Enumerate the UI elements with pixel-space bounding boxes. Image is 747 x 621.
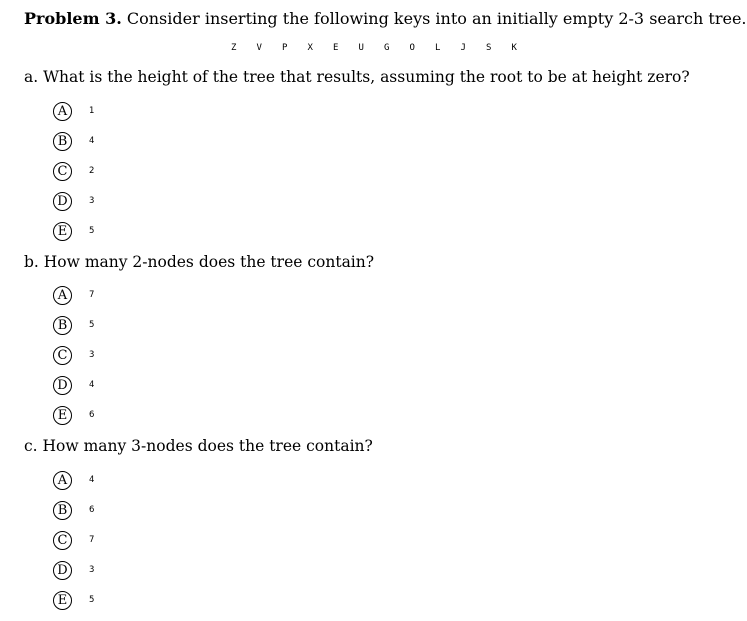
option-value: 5 bbox=[89, 226, 95, 236]
option-value: 4 bbox=[89, 380, 95, 390]
option-value: 1 bbox=[89, 106, 95, 116]
option-bubble[interactable]: D bbox=[53, 376, 72, 395]
problem-heading bbox=[24, 9, 747, 29]
question-a-option-b[interactable] bbox=[53, 130, 94, 152]
question-b-option-a[interactable] bbox=[53, 284, 94, 306]
key: K bbox=[511, 43, 517, 53]
option-value: 6 bbox=[89, 505, 95, 515]
option-value: 4 bbox=[89, 475, 95, 485]
problem-label: Problem 3. bbox=[24, 9, 122, 28]
key: S bbox=[486, 43, 492, 53]
option-value: 5 bbox=[89, 595, 95, 605]
question-a-option-a[interactable] bbox=[53, 100, 94, 122]
question-a-option-c[interactable] bbox=[53, 160, 94, 182]
option-value: 5 bbox=[89, 320, 95, 330]
question-b-option-c[interactable] bbox=[53, 344, 94, 366]
question-c-option-b[interactable] bbox=[53, 499, 94, 521]
key: O bbox=[409, 43, 415, 53]
key: L bbox=[435, 43, 441, 53]
option-bubble[interactable]: C bbox=[53, 531, 72, 550]
question-c-option-a[interactable] bbox=[53, 469, 94, 491]
option-value: 7 bbox=[89, 535, 95, 545]
option-bubble[interactable]: D bbox=[53, 192, 72, 211]
question-b-text: b. How many 2-nodes does the tree contain? bbox=[24, 253, 375, 271]
option-bubble[interactable]: C bbox=[53, 162, 72, 181]
question-c-text: c. How many 3-nodes does the tree contain? bbox=[24, 437, 373, 455]
key: V bbox=[256, 43, 262, 53]
question-b-option-e[interactable] bbox=[53, 404, 94, 426]
option-bubble[interactable]: B bbox=[53, 316, 72, 335]
key: P bbox=[282, 43, 288, 53]
option-value: 2 bbox=[89, 166, 95, 176]
key: E bbox=[333, 43, 339, 53]
option-bubble[interactable]: E bbox=[53, 222, 72, 241]
key: X bbox=[307, 43, 313, 53]
option-bubble[interactable]: A bbox=[53, 102, 72, 121]
option-bubble[interactable]: C bbox=[53, 346, 72, 365]
option-value: 7 bbox=[89, 290, 95, 300]
key: J bbox=[460, 43, 466, 53]
problem-text: Consider inserting the following keys into an initially empty 2-3 search tree. bbox=[126, 9, 747, 28]
option-value: 6 bbox=[89, 410, 95, 420]
question-c-option-d[interactable] bbox=[53, 559, 94, 581]
option-value: 3 bbox=[89, 350, 95, 360]
option-bubble[interactable]: A bbox=[53, 471, 72, 490]
question-a-text: a. What is the height of the tree that results, assuming the root to be at height zero? bbox=[24, 68, 690, 86]
key: G bbox=[384, 43, 390, 53]
option-bubble[interactable]: E bbox=[53, 406, 72, 425]
question-b-option-d[interactable] bbox=[53, 374, 94, 396]
key: Z bbox=[231, 43, 237, 53]
option-value: 3 bbox=[89, 565, 95, 575]
question-b-option-b[interactable] bbox=[53, 314, 94, 336]
option-bubble[interactable]: D bbox=[53, 561, 72, 580]
option-value: 4 bbox=[89, 136, 95, 146]
key: U bbox=[358, 43, 364, 53]
option-bubble[interactable]: E bbox=[53, 591, 72, 610]
question-a-option-d[interactable] bbox=[53, 190, 94, 212]
question-c-option-e[interactable] bbox=[53, 589, 94, 611]
option-value: 3 bbox=[89, 196, 95, 206]
question-c-option-c[interactable] bbox=[53, 529, 94, 551]
option-bubble[interactable]: A bbox=[53, 286, 72, 305]
question-a-option-e[interactable] bbox=[53, 220, 94, 242]
key-sequence bbox=[231, 42, 537, 54]
option-bubble[interactable]: B bbox=[53, 501, 72, 520]
option-bubble[interactable]: B bbox=[53, 132, 72, 151]
